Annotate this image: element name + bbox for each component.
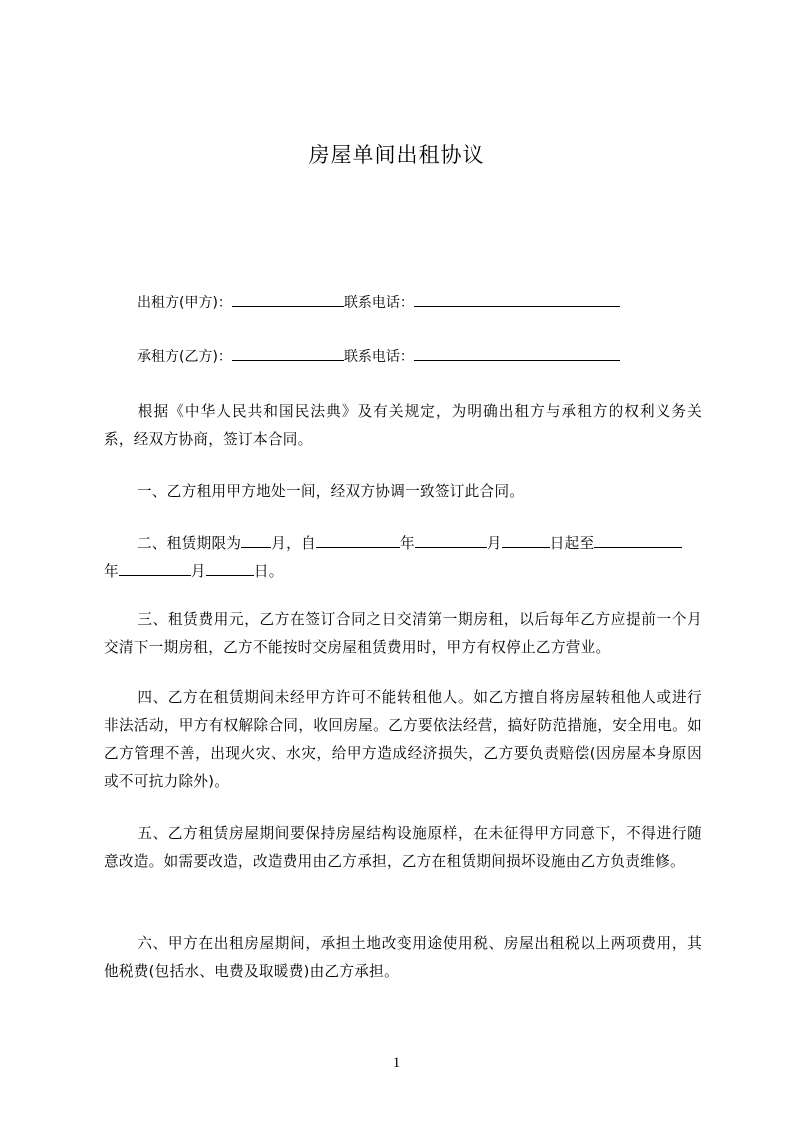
page-number: 1: [392, 1055, 401, 1071]
clause-4: [104, 684, 702, 796]
clause-3: [104, 606, 702, 662]
lessor-phone-blank[interactable]: [414, 292, 620, 307]
clause-5-text: 五、乙方租赁房屋期间要保持房屋结构设施原样，在未征得甲方同意下，不得进行随意改造。如需要改造，改造费用由乙方承担，乙方在租赁期间损坏设施由乙方负责维修。: [104, 825, 702, 870]
clause-1: [104, 478, 702, 506]
clause-2-text: 月: [190, 563, 206, 580]
clause-2: [104, 530, 702, 586]
clause-2-text: 日起至: [549, 535, 595, 552]
clause-2-text: 日。: [253, 563, 284, 580]
clause-5: [104, 820, 702, 876]
clause-2-text: 年: [399, 535, 415, 552]
clause-3-text: 三、租赁费用元，乙方在签订合同之日交清第一期房租，以后每年乙方应提前一个月交清下一期房租，乙方不能按时交房屋租赁费用时，甲方有权停止乙方营业。: [104, 611, 702, 656]
lessee-phone-label: 联系电话：: [343, 349, 414, 365]
lessee-label: 承租方(乙方)：: [137, 349, 232, 365]
lessor-label: 出租方(甲方)：: [137, 295, 232, 311]
lessee-name-blank[interactable]: [232, 346, 344, 361]
start-day-blank[interactable]: [502, 533, 550, 548]
preamble-paragraph: [104, 398, 702, 454]
months-blank[interactable]: [241, 533, 271, 548]
start-year-blank[interactable]: [316, 533, 400, 548]
clause-2-text: 二、租赁期限为: [137, 535, 242, 552]
clause-4-text: 四、乙方在租赁期间未经甲方许可不能转租他人。如乙方擅自将房屋转租他人或进行非法活动，甲方有权解除合同，收回房屋。乙方要依法经营，搞好防范措施，安全用电。如乙方管理不善，出现火灾、水灾，给甲方造成经济损失，乙方要负责赔偿(因房屋本身原因或不可抗力除外)。: [104, 689, 702, 790]
lessor-phone-label: 联系电话：: [343, 295, 414, 311]
end-year-blank[interactable]: [594, 533, 682, 548]
lessee-phone-blank[interactable]: [414, 346, 620, 361]
clause-2-text: 月，自: [271, 535, 316, 552]
document-title: 房屋单间出租协议: [308, 143, 485, 167]
lessee-line: [137, 346, 620, 367]
end-month-blank[interactable]: [119, 561, 191, 576]
clause-2-text: 月: [486, 535, 502, 552]
clause-6-text: 六、甲方在出租房屋期间，承担土地改变用途使用税、房屋出租税以上两项费用，其他税费(包括水、电费及取暖费)由乙方承担。: [104, 935, 702, 980]
clause-2-text: 年: [104, 563, 119, 580]
start-month-blank[interactable]: [415, 533, 487, 548]
clause-1-text: 一、乙方租用甲方地处一间，经双方协调一致签订此合同。: [137, 483, 525, 500]
preamble-text: 根据《中华人民共和国民法典》及有关规定，为明确出租方与承租方的权利义务关系，经双方协商，签订本合同。: [104, 403, 702, 448]
lessor-name-blank[interactable]: [232, 292, 344, 307]
lessor-line: [137, 292, 620, 313]
clause-6: [104, 930, 702, 986]
end-day-blank[interactable]: [206, 561, 254, 576]
